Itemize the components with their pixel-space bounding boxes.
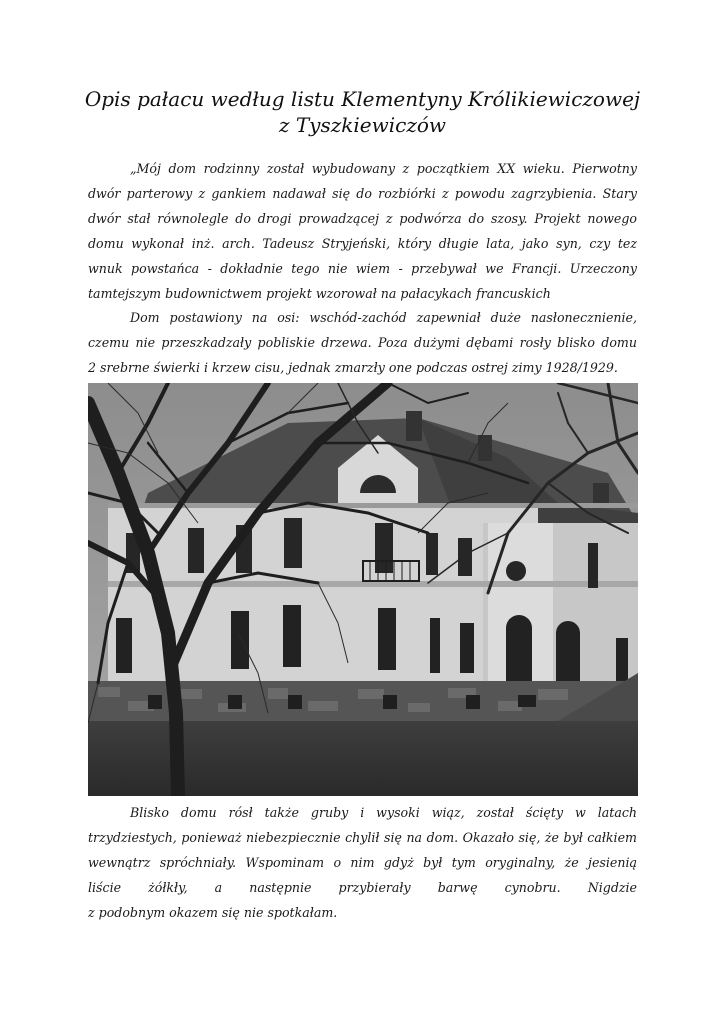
title-line-1: Opis pałacu według listu Klementyny Królikiewiczowej	[84, 87, 641, 111]
paragraph-line: dwór parterowy z gankiem nadawał się do rozbiórki z powodu zagrzybienia. Stary	[88, 186, 637, 201]
paragraph-line: tamtejszym budownictwem projekt wzorował na pałacykach francuskich	[88, 286, 551, 301]
paragraph-line: czemu nie przeszkadzały pobliskie drzewa. Poza dużymi dębami rosły blisko domu	[88, 335, 637, 350]
document-title	[60, 86, 665, 138]
paragraph-line: Blisko domu rósł także gruby i wysoki wiąz, został ścięty w latach	[130, 805, 637, 820]
palace-photograph	[88, 383, 638, 796]
paragraph-line: Dom postawiony na osi: wschód-zachód zapewniał duże nasłonecznienie,	[130, 310, 637, 325]
paragraph-1	[88, 156, 637, 306]
paragraph-line: domu wykonał inż. arch. Tadeusz Stryjeński, który długie lata, jako syn, czy tez	[88, 236, 637, 251]
paragraph-2	[88, 305, 637, 380]
paragraph-line: dwór stał równolegle do drogi prowadzącej z podwórza do szosy. Projekt nowego	[88, 211, 637, 226]
paragraph-line: wewnątrz spróchniały. Wspominam o nim gdyż był tym oryginalny, że jesienią	[88, 855, 637, 870]
paragraph-line: trzydziestych, ponieważ niebezpiecznie chylił się na dom. Okazało się, że był całkiem	[88, 830, 637, 845]
paragraph-line: 2 srebrne świerki i krzew cisu, jednak zmarzły one podczas ostrej zimy 1928/1929.	[88, 360, 618, 375]
paragraph-line: liście żółkły, a następnie przybierały barwę cynobru. Nigdzie	[88, 880, 637, 895]
paragraph-3	[88, 800, 637, 925]
paragraph-line: z podobnym okazem się nie spotkałam.	[88, 905, 338, 920]
paragraph-line: wnuk powstańca - dokładnie tego nie wiem - przebywał we Francji. Urzeczony	[88, 261, 637, 276]
paragraph-line: „Mój dom rodzinny został wybudowany z początkiem XX wieku. Pierwotny	[130, 161, 637, 176]
title-line-2: z Tyszkiewiczów	[278, 113, 447, 137]
